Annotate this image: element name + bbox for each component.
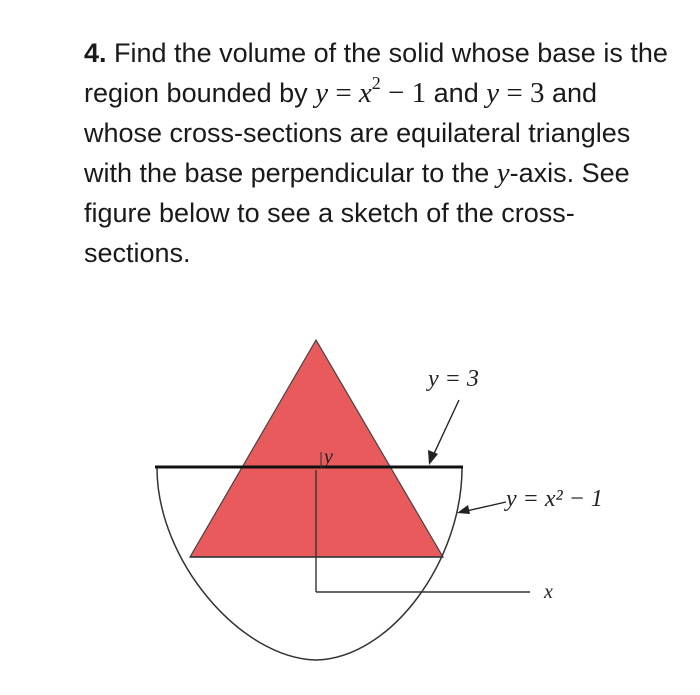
eq1-var: x [358, 77, 372, 109]
problem-text-2: and [426, 78, 487, 108]
eq1-op: = [328, 77, 359, 109]
problem-text-3: and whose cross-sections are equilateral triangles with the base perpendicular to the [84, 78, 631, 188]
eq1-rest: − 1 [380, 77, 427, 109]
arrow-line-label [432, 400, 459, 458]
eq2-lhs: y [486, 77, 500, 109]
axis-variable: y [496, 157, 510, 189]
arrow-head-line [428, 450, 438, 465]
eq2-op: = [499, 77, 530, 109]
eq1-lhs: y [315, 77, 329, 109]
eq1-exp: 2 [371, 73, 381, 94]
problem-text-1: Find the volume of the solid whose base is the region bounded by [84, 38, 668, 108]
problem-text-4: -axis. See figure below to see a sketch of the cross-sections. [84, 158, 630, 268]
label-y-axis: y [324, 446, 333, 468]
arrow-head-curve [457, 505, 470, 514]
label-y-equals-3: y = 3 [428, 366, 479, 392]
label-x-axis: x [544, 581, 553, 603]
label-y-equals-x2-minus-1: y = x² − 1 [506, 486, 603, 512]
problem-number: 4. [84, 38, 107, 68]
eq2-val: 3 [529, 77, 545, 109]
